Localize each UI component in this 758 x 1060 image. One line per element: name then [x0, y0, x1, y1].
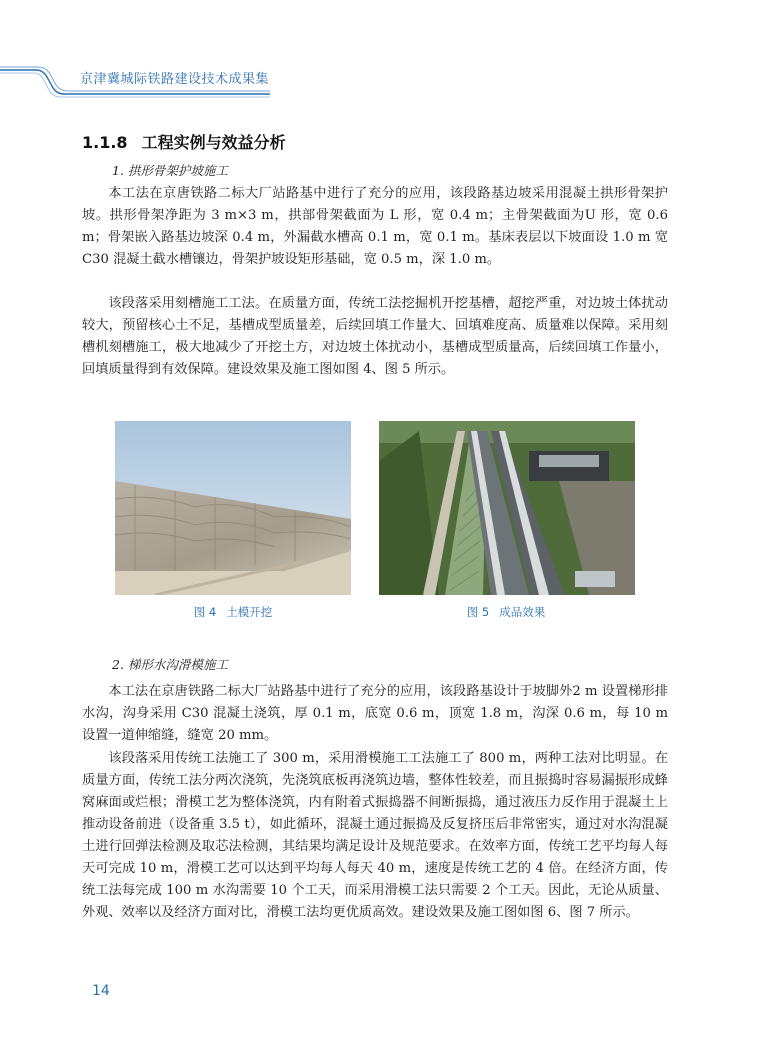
figure-5-caption-text: 成品效果: [499, 605, 546, 619]
subsection-2-title: 2. 梯形水沟滑模施工: [112, 657, 228, 672]
figure-5-photo: [379, 421, 635, 595]
subsection-2-paragraph-1: 本工法在京唐铁路二标大厂站路基中进行了充分的应用，该段路基设计于坡脚外2 m 设置梯形排水沟，沟身采用 C30 混凝土浇筑，厚 0.1 m，底宽 0.6 m，顶宽 1.8 m，沟深 0.6 m，每 10 m 设置一道伸缩缝，缝宽 20 mm。: [82, 684, 668, 743]
figure-4-photo: [115, 421, 351, 595]
header-title: 京津冀城际铁路建设技术成果集: [80, 72, 270, 87]
section-title: 工程实例与效益分析: [141, 133, 286, 152]
section-heading: [82, 130, 286, 153]
subsection-1-title: 1. 拱形骨架护坡施工: [112, 163, 228, 178]
page-number: 14: [92, 983, 110, 999]
subsection-1-paragraph-2: 该段落采用刻槽施工工法。在质量方面，传统工法挖掘机开挖基槽，超挖严重，对边坡土体扰动较大，预留核心土不足，基槽成型质量差，后续回填工作量大、回填难度高、质量难以保障。采用刻槽机刻槽施工，极大地减少了开挖土方，对边坡土体扰动小，基槽成型质量高，后续回填工作量小，回填质量得到有效保障。建设效果及施工图如图 4、图 5 所示。: [82, 296, 668, 377]
section-number: 1.1.8: [82, 133, 128, 152]
figure-5-caption: [386, 604, 626, 620]
subsection-2-paragraph-2: 该段落采用传统工法施工了 300 m，采用滑模施工工法施工了 800 m，两种工法对比明显。在质量方面，传统工法分两次浇筑，先浇筑底板再浇筑边墙，整体性较差，而且振捣时容易漏振形成蜂窝麻面或烂根；滑模工艺为整体浇筑，内有附着式振捣器不间断振捣，通过液压力反作用于混凝土上推动设备前进（设备重 3.5 t），如此循环，混凝土通过振捣及反复挤压后非常密实，通过对水沟混凝土进行回弹法检测及取芯法检测，其结果均满足设计及规范要求。在效率方面，传统工艺平均每人每天可完成 10 m，滑模工艺可以达到平均每人每天 40 m，速度是传统工艺的 4 倍。在经济方面，传统工法每完成 100 m 水沟需要 10 个工天，而采用滑模工法只需要 2 个工天。因此，无论从质量、外观、效率以及经济方面对比，滑模工法均更优质高效。建设效果及施工图如图 6、图 7 所示。: [82, 751, 668, 920]
subsection-1-paragraph-1: 本工法在京唐铁路二标大厂站路基中进行了充分的应用，该段路基边坡采用混凝土拱形骨架护坡。拱形骨架净距为 3 m×3 m，拱部骨架截面为 L 形，宽 0.4 m；主骨架截面为U 形，宽 0.6 m；骨架嵌入路基边坡深 0.4 m，外漏截水槽高 0.1 m，宽 0.1 m。基床表层以下坡面设 1.0 m 宽 C30 混凝土截水槽镶边，骨架护坡设矩形基础，宽 0.5 m，深 1.0 m。: [82, 186, 668, 267]
figure-5-number: 图 5: [466, 605, 490, 619]
figure-4-number: 图 4: [193, 605, 217, 619]
figure-4-caption: [113, 604, 353, 620]
figure-4-caption-text: 土模开挖: [226, 605, 273, 619]
